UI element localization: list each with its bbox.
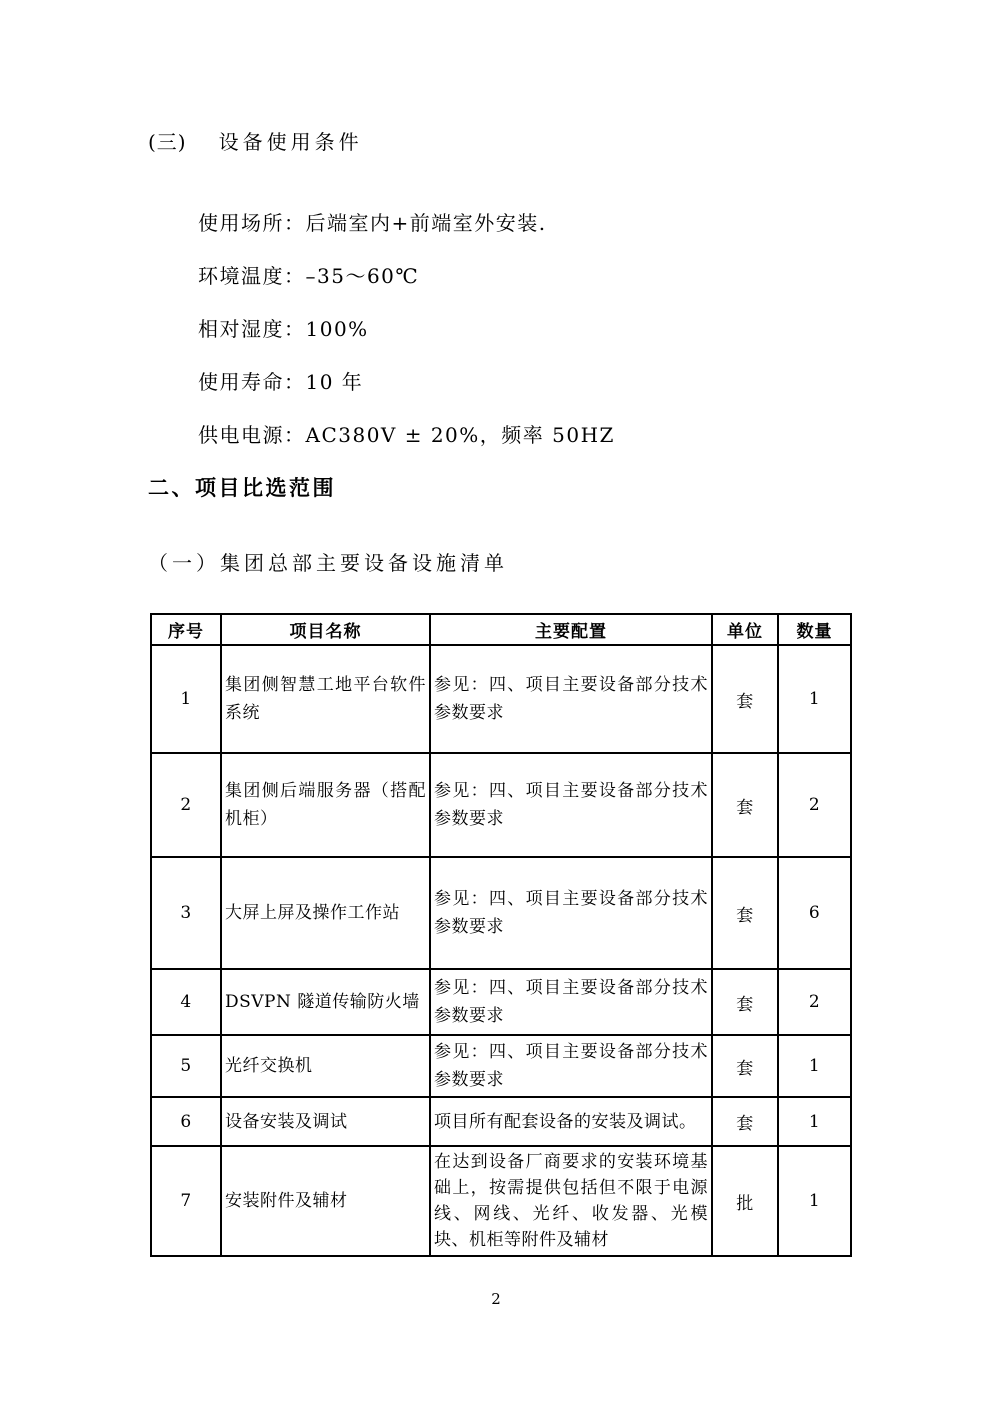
row-config: 参见：四、项目主要设备部分技术参数要求: [430, 1035, 712, 1097]
condition-ambient-temperature: 环境温度：–35～60℃: [198, 264, 420, 288]
row-unit: 套: [712, 969, 778, 1035]
header-qty: 数量: [778, 614, 851, 645]
row-qty: 1: [778, 1146, 851, 1256]
equipment-list-table: [150, 613, 852, 1257]
header-no: 序号: [151, 614, 221, 645]
table-row: [151, 753, 851, 857]
row-unit: 套: [712, 1097, 778, 1146]
table-row: [151, 969, 851, 1035]
row-qty: 1: [778, 645, 851, 753]
row-qty: 2: [778, 753, 851, 857]
row-name: 安装附件及辅材: [221, 1146, 430, 1256]
section-heading-3: [148, 130, 852, 154]
row-qty: 6: [778, 857, 851, 969]
table-header-row: [151, 614, 851, 645]
condition-power-supply: 供电电源：AC380V ± 20%，频率 50HZ: [198, 423, 615, 447]
row-config: 参见：四、项目主要设备部分技术参数要求: [430, 857, 712, 969]
row-qty: 2: [778, 969, 851, 1035]
usage-conditions-list: [148, 210, 852, 448]
row-no: 4: [151, 969, 221, 1035]
table-row: [151, 1097, 851, 1146]
row-no: 7: [151, 1146, 221, 1256]
header-config: 主要配置: [430, 614, 712, 645]
section-heading-3-numbering: (三): [148, 130, 187, 154]
row-name: 大屏上屏及操作工作站: [221, 857, 430, 969]
row-no: 3: [151, 857, 221, 969]
table-row: [151, 1035, 851, 1097]
section-heading-2: 二、项目比选范围: [148, 475, 336, 500]
section-heading-3-title: 设备使用条件: [218, 130, 363, 154]
row-config: 参见：四、项目主要设备部分技术参数要求: [430, 753, 712, 857]
row-unit: 套: [712, 857, 778, 969]
page-number: 2: [491, 1290, 501, 1308]
row-no: 2: [151, 753, 221, 857]
row-qty: 1: [778, 1035, 851, 1097]
row-unit: 套: [712, 753, 778, 857]
row-name: DSVPN 隧道传输防火墙: [221, 969, 430, 1035]
table-row: [151, 645, 851, 753]
header-name: 项目名称: [221, 614, 430, 645]
row-name: 集团侧后端服务器（搭配机柜）: [221, 753, 430, 857]
subsection-heading-1: （一）集团总部主要设备设施清单: [148, 551, 508, 575]
condition-service-life: 使用寿命：10 年: [198, 370, 364, 394]
row-config: 参见：四、项目主要设备部分技术参数要求: [430, 645, 712, 753]
row-config: 在达到设备厂商要求的安装环境基础上，按需提供包括但不限于电源线、网线、光纤、收发器、光模块、机柜等附件及辅材: [430, 1146, 712, 1256]
row-qty: 1: [778, 1097, 851, 1146]
row-config: 项目所有配套设备的安装及调试。: [430, 1097, 712, 1146]
row-no: 5: [151, 1035, 221, 1097]
row-name: 光纤交换机: [221, 1035, 430, 1097]
row-name: 集团侧智慧工地平台软件系统: [221, 645, 430, 753]
row-unit: 套: [712, 1035, 778, 1097]
row-no: 1: [151, 645, 221, 753]
condition-relative-humidity: 相对湿度：100%: [198, 317, 369, 341]
table-row: [151, 1146, 851, 1256]
row-config: 参见：四、项目主要设备部分技术参数要求: [430, 969, 712, 1035]
table-row: [151, 857, 851, 969]
row-unit: 套: [712, 645, 778, 753]
row-unit: 批: [712, 1146, 778, 1256]
header-unit: 单位: [712, 614, 778, 645]
condition-usage-place: 使用场所：后端室内+前端室外安装.: [198, 211, 547, 235]
row-no: 6: [151, 1097, 221, 1146]
row-name: 设备安装及调试: [221, 1097, 430, 1146]
